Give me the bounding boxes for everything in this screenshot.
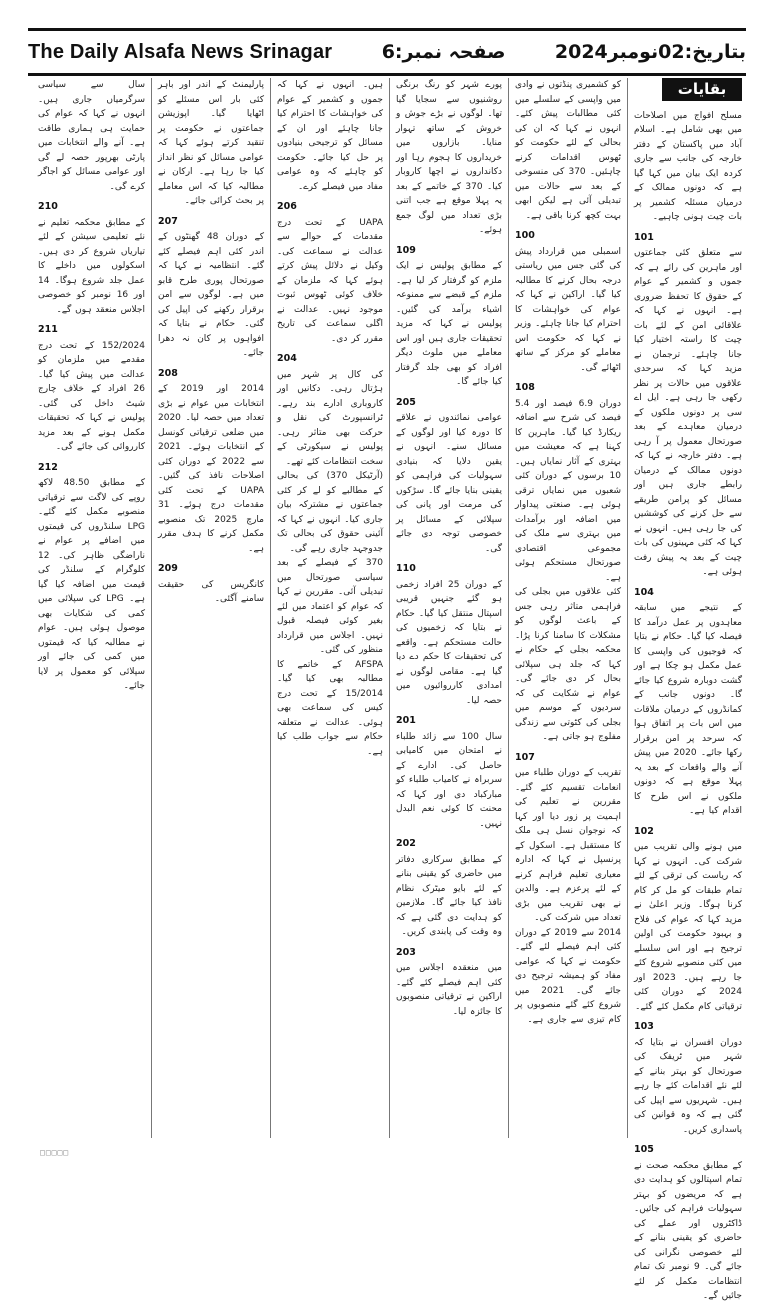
continuation-number: 103 (634, 1021, 654, 1032)
article-paragraph: کے مطابق محکمہ صحت نے تمام اسپتالوں کو ہدایت دی ہے کہ مریضوں کو بہتر سہولیات فراہم کی جائیں۔ ڈاکٹروں اور عملے کی حاضری کو یقینی بنانے کے لئے خصوصی نگرانی کی جائے گی۔ 9 نومبر تک تمام انتظامات مکمل کر لئے جائیں گے۔ (634, 1160, 742, 1301)
article-paragraph: کے نتیجے میں سابقہ معاہدوں پر عمل درآمد کا فیصلہ کیا گیا۔ حکام نے بتایا کہ فوجیوں کی واپسی کا عمل مکمل ہو چکا ہے اور گشت دوبارہ شروع کیا جائے گا۔ دونوں جانب کے کمانڈروں کے درمیان ملاقات میں اس بات پر اتفاق ہوا کہ سرحد پر امن برقرار رکھا جائے۔ 2020 میں پیش آنے والے واقعات کے بعد یہ پہلا موقع ہے کہ دونوں ملکوں نے اس طرح کا اقدام کیا ہے۔ (634, 603, 742, 816)
page-number: صفحہ نمبر:6 (381, 41, 506, 63)
continuation-number: 101 (634, 231, 654, 243)
article-paragraph: کے دوران 25 افراد زخمی ہو گئے جنہیں قریبی اسپتال منتقل کیا گیا۔ حکام نے بتایا کہ زخمیوں کی حالت مستحکم ہے۔ واقعے کی تحقیقات کا حکم دے دیا گیا ہے۔ مقامی لوگوں نے امدادی کارروائیوں میں حصہ لیا۔ (396, 579, 502, 706)
article-paragraph: کے مطابق 48.50 لاکھ روپے کی لاگت سے ترقیاتی منصوبے مکمل کئے گئے۔ LPG سلنڈروں کی قیمتوں میں اضافے پر عوام نے ناراضگی ظاہر کی۔ 12 کلوگرام کے سلنڈر کی قیمت میں اضافہ کیا گیا ہے۔ LPG کی سپلائی میں کمی کی شکایات بھی موصول ہوئی ہیں۔ عوام نے مطالبہ کیا کہ قیمتوں میں کمی کی جائے اور سپلائی کو معمول پر لایا جائے۔ (38, 478, 145, 691)
text-column (32, 78, 151, 1138)
continuation-number: 203 (396, 946, 416, 958)
article-paragraph: تقریب کے دوران طلباء میں انعامات تقسیم کئے گئے۔ مقررین نے تعلیم کی اہمیت پر زور دیا اور کہا کہ نوجوان نسل ہی ملک کا مستقبل ہے۔ اسکول کے پرنسپل نے کہا کہ ادارہ معیاری تعلیم فراہم کرنے کے لئے پرعزم ہے۔ والدین نے بھی تقریب میں بڑی تعداد میں شرکت کی۔ (515, 768, 621, 923)
article-paragraph: کے مطابق سرکاری دفاتر میں حاضری کو یقینی بنانے کے لئے بایو میٹرک نظام نافذ کیا جائے گا۔ ملازمین کو ہدایت دی گئی ہے کہ وہ وقت کی پابندی کریں۔ (396, 854, 502, 937)
article-columns (28, 78, 746, 1301)
continuation-number: 110 (396, 563, 416, 574)
article-paragraph: کئی علاقوں میں بجلی کی فراہمی متاثر رہی جس کے باعث لوگوں کو مشکلات کا سامنا کرنا پڑا۔ محکمہ بجلی کے حکام نے کہا کہ جلد ہی سپلائی بحال کر دی جائے گی۔ عوام نے شکایت کی کہ سردیوں کے موسم میں بجلی کی کٹوتی سے زندگی مفلوج ہو جاتی ہے۔ (515, 587, 621, 742)
article-paragraph: میں ہونے والی تقریب میں شرکت کی۔ انہوں نے کہا کہ ریاست کی ترقی کے لئے تمام طبقات کو مل کر کام کرنا ہوگا۔ وزیر اعلیٰ نے مزید کہا کہ عوام کی فلاح و بہبود حکومت کی اولین ترجیح ہے اور اس سلسلے میں کئی منصوبے شروع کئے جا رہے ہیں۔ 2023 اور 2024 کے دوران کئی ترقیاتی کام مکمل کئے گئے۔ (634, 842, 742, 1012)
continuation-number: 212 (38, 461, 58, 473)
continuation-number: 210 (38, 201, 58, 212)
article-paragraph: کو کشمیری پنڈتوں نے وادی میں واپسی کے سلسلے میں کئی مطالبات پیش کئے۔ انہوں نے کہا کہ ان کی بحالی کے لئے حکومت کو ٹھوس اقدامات کرنے چاہئیں۔ 370 کی منسوخی کے بعد سے حالات میں تبدیلی آئی ہے لیکن ابھی بہت کچھ کرنا باقی ہے۔ (514, 80, 621, 221)
text-column (151, 78, 270, 1138)
article-paragraph: 2014 اور 2019 کے انتخابات میں عوام نے بڑی تعداد میں حصہ لیا۔ 2020 میں ضلعی ترقیاتی کونسل کے انتخابات ہوئے۔ 2021 سے 2022 کے دوران کئی اصلاحات نافذ کی گئیں۔ UAPA کے تحت کئی مقدمات درج ہوئے۔ 31 مارچ 2025 تک منصوبے مکمل کرنے کا ہدف مقرر ہے۔ (158, 384, 264, 554)
paper-name: The Daily Alsafa News Srinagar (28, 40, 333, 63)
article-paragraph: سال 100 سے زائد طلباء نے امتحان میں کامیابی حاصل کی۔ ادارے کے سربراہ نے کامیاب طلباء کو مبارکباد دی اور کہا کہ محنت کا کوئی نعم البدل نہیں۔ (396, 731, 502, 829)
article-paragraph: پارلیمنٹ کے اندر اور باہر کئی بار اس مسئلے کو اٹھایا گیا۔ اپوزیشن جماعتوں نے حکومت پر تنقید کرتے ہوئے کہا کہ عوامی مسائل کو نظر انداز کیا جا رہا ہے۔ ارکان نے مطالبہ کیا کہ اس معاملے پر بحث کرائی جائے۔ (158, 80, 264, 206)
article-paragraph: کی کال پر شہر میں ہڑتال رہی۔ دکانیں اور کاروباری ادارے بند رہے۔ ٹرانسپورٹ کی نقل و حرکت بھی متاثر رہی۔ پولیس نے سیکورٹی کے سخت انتظامات کئے تھے۔ (277, 369, 383, 467)
article-paragraph: کے دوران 48 گھنٹوں کے اندر کئی اہم فیصلے کئے گئے۔ انتظامیہ نے کہا کہ صورتحال پوری طرح قابو میں ہے۔ لوگوں سے امن برقرار رکھنے کی اپیل کی گئی۔ حکام نے بتایا کہ افواہوں پر کان نہ دھرا جائے۔ (158, 232, 265, 358)
article-paragraph: (آرٹیکل 370) کی بحالی کے مطالبے کو لے کر کئی جماعتوں نے مشترکہ بیان جاری کیا۔ انہوں نے کہا کہ آئینی حقوق کی بحالی تک جدوجہد جاری رہے گی۔ (277, 471, 383, 554)
article-paragraph: AFSPA کے خاتمے کا مطالبہ بھی کیا گیا۔ 15/2014 کے تحت درج کیس کی سماعت بھی ہوئی۔ عدالت نے متعلقہ حکام سے جواب طلب کیا ہے۔ (277, 659, 383, 757)
article-paragraph: 370 کے فیصلے کے بعد سیاسی صورتحال میں تبدیلی آئی۔ مقررین نے کہا کہ عوام کو اعتماد میں لئے بغیر کوئی فیصلہ قبول نہیں۔ اجلاس میں قرارداد منظور کی گئی۔ (277, 558, 383, 655)
continuation-number: 102 (634, 825, 654, 837)
article-paragraph: کانگریس کی حقیقت سامنے آگئی۔ (158, 579, 264, 604)
continuation-number: 205 (396, 396, 416, 408)
continuation-number: 206 (277, 201, 297, 212)
continuation-number: 211 (38, 324, 58, 335)
masthead (28, 28, 746, 76)
article-paragraph: سال سے سیاسی سرگرمیاں جاری ہیں۔ انہوں نے کہا کہ عوام کی حمایت ہی ہماری طاقت ہے۔ آنے والے انتخابات میں پارٹی بھرپور حصہ لے گی اور عوامی مسائل کو اجاگر کرے گی۔ (38, 80, 145, 192)
section-banner: بقایات (662, 78, 742, 101)
continuation-number: 100 (515, 230, 535, 241)
article-paragraph: کے مطابق محکمہ تعلیم نے نئے تعلیمی سیشن کے لئے تیاریاں شروع کر دی ہیں۔ اسکولوں میں داخلے کا عمل جلد شروع ہوگا۔ 14 اور 16 نومبر کو خصوصی اجلاس منعقد ہوں گے۔ (38, 217, 145, 315)
continuation-number: 104 (634, 586, 654, 598)
footer-mark: □□□□□ (40, 1148, 70, 1157)
article-paragraph: میں منعقدہ اجلاس میں کئی اہم فیصلے کئے گئے۔ اراکین نے ترقیاتی منصوبوں کا جائزہ لیا۔ (396, 963, 502, 1017)
article-paragraph: ہیں۔ انہوں نے کہا کہ جموں و کشمیر کے عوام کی خواہشات کا احترام کیا جانا چاہئے اور ان کے مسائل کو ترجیحی بنیادوں پر حل کیا جائے۔ حکومت کو چاہئے کہ وہ عوامی مفاد میں فیصلے کرے۔ (277, 80, 383, 192)
continuation-number: 107 (515, 751, 535, 763)
continuation-number: 109 (396, 244, 416, 256)
article-paragraph: سے متعلق کئی جماعتوں اور ماہرین کی رائے ہے کہ جموں و کشمیر کے عوام کے حقوق کا تحفظ ضروری ہے۔ انہوں نے کہا کہ علاقائی امن کے لئے بات چیت کا راستہ اختیار کیا جانا چاہئے۔ ترجمان نے مزید کہا کہ سرحدی علاقوں میں حالات پر نظر رکھی جا رہی ہے۔ ایل اے سی پر دونوں ملکوں کے درمیان معاہدے کے بعد صورتحال معمول پر آ رہی ہے۔ دفتر خارجہ نے کہا کہ دونوں ممالک کے درمیان رابطے جاری ہیں اور مسائل کو پرامن طریقے سے حل کرنے کی کوششیں کی جا رہی ہیں۔ انہوں نے کہا کہ کئی مہینوں کی بات چیت کے بعد یہ پیش رفت ہوئی ہے۔ (634, 248, 742, 577)
continuation-number: 209 (158, 563, 178, 574)
continuation-number: 108 (515, 382, 535, 393)
text-column (508, 78, 627, 1138)
article-paragraph: 152/2024 کے تحت درج مقدمے میں ملزمان کو عدالت میں پیش کیا گیا۔ 26 افراد کے خلاف چارج شیٹ داخل کی گئی۔ پولیس نے کہا کہ تحقیقات مکمل ہونے کے بعد مزید کارروائی کی جائے گی۔ (38, 340, 145, 452)
article-paragraph: عوامی نمائندوں نے علاقے کا دورہ کیا اور لوگوں کے مسائل سنے۔ انہوں نے یقین دلایا کہ بنیادی سہولیات کی فراہمی کو یقینی بنایا جائے گا۔ سڑکوں کی مرمت اور پانی کی سپلائی کے مسائل پر خصوصی توجہ دی جائے گی۔ (396, 413, 502, 554)
article-paragraph: دوران 6.9 فیصد اور 5.4 فیصد کی شرح سے اضافہ ریکارڈ کیا گیا۔ ماہرین کا کہنا ہے کہ معیشت میں بہتری کے آثار نمایاں ہیں۔ 10 برسوں کے دوران کئی شعبوں میں نمایاں ترقی ہوئی ہے۔ صنعتی پیداوار میں اضافہ اور برآمدات میں بہتری سے ملک کی مجموعی اقتصادی صورتحال مستحکم ہوئی ہے۔ (515, 398, 622, 583)
continuation-number: 208 (158, 367, 178, 379)
continuation-number: 207 (158, 215, 178, 227)
text-column (389, 78, 508, 1138)
article-paragraph: کے مطابق پولیس نے ایک ملزم کو گرفتار کر لیا ہے۔ ملزم کے قبضے سے ممنوعہ اشیاء برآمد کی گئیں۔ پولیس نے کہا کہ مزید تحقیقات جاری ہیں اور اس معاملے میں ملوث دیگر افراد کو بھی جلد گرفتار کیا جائے گا۔ (395, 261, 502, 387)
continuation-number: 105 (634, 1144, 654, 1155)
continuation-number: 202 (396, 838, 416, 849)
dateline: بتاریخ:02نومبر2024 (554, 41, 746, 63)
text-column (270, 78, 389, 1138)
article-paragraph: UAPA کے تحت درج مقدمات کے حوالے سے عدالت نے سماعت کی۔ وکیل نے دلائل پیش کرتے ہوئے کہا کہ ملزمان کے خلاف کوئی ٹھوس ثبوت موجود نہیں۔ عدالت نے اگلی سماعت کی تاریخ مقرر کر دی۔ (277, 217, 383, 344)
article-paragraph: اسمبلی میں قرارداد پیش کی گئی جس میں ریاستی درجہ بحال کرنے کا مطالبہ کیا گیا۔ اراکین نے کہا کہ عوام کی خواہشات کا احترام کیا جانا چاہئے۔ وزیر نے کہا کہ حکومت اس معاملے کو مرکز کے ساتھ اٹھائے گی۔ (515, 246, 621, 373)
text-column (627, 78, 746, 1301)
article-paragraph: 2014 سے 2019 کے دوران کئی اہم فیصلے لئے گئے۔ حکومت نے کہا کہ عوامی مفاد کو ہمیشہ ترجیح دی جائے گی۔ 2021 میں شروع کئے گئے منصوبوں پر کام تیزی سے جاری ہے۔ (515, 927, 622, 1025)
article-paragraph: پورے شہر کو رنگ برنگی روشنیوں سے سجایا گیا تھا۔ لوگوں نے بڑے جوش و خروش کے ساتھ تہوار منایا۔ بازاروں میں خریداروں کا ہجوم رہا اور دکانداروں نے اچھا کاروبار کیا۔ 370 کے خاتمے کے بعد یہ پہلا موقع ہے جب اتنی بڑی تعداد میں لوگ جمع ہوئے۔ (396, 80, 502, 235)
continuation-number: 201 (396, 715, 416, 726)
article-paragraph: دوران افسران نے بتایا کہ شہر میں ٹریفک کی صورتحال کو بہتر بنانے کے لئے نئے اقدامات کئے جا رہے ہیں۔ شہریوں سے اپیل کی گئی ہے کہ وہ قوانین کی پاسداری کریں۔ (634, 1037, 742, 1135)
article-paragraph: مسلح افواج میں اصلاحات میں بھی شامل ہے۔ اسلام آباد میں پاکستان کے دفتر خارجہ کی جانب سے جاری کردہ ایک بیان میں کہا گیا ہے کہ دونوں ممالک کے درمیان مسئلہ کشمیر پر بات چیت ہونی چاہیے۔ (634, 110, 742, 222)
continuation-number: 204 (277, 353, 297, 364)
